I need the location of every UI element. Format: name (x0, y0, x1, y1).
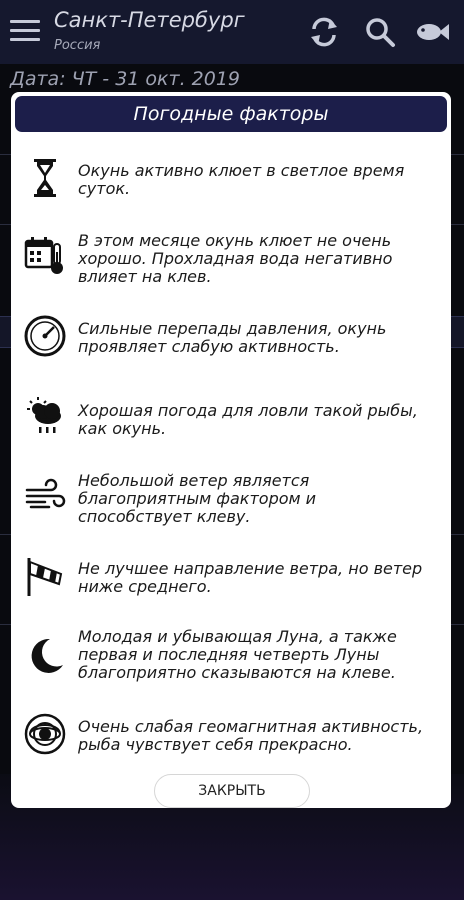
refresh-icon[interactable] (306, 14, 342, 50)
wind-icon (23, 474, 67, 518)
search-icon[interactable] (362, 14, 398, 50)
moon-icon (23, 634, 67, 678)
app-bar (0, 0, 464, 64)
windsock-icon (23, 554, 67, 598)
factor-text: Сильные перепады давления, окунь проявляет слабую активность. (78, 319, 387, 356)
factor-text: В этом месяце окунь клюет не очень хорошо. Прохладная вода негативно влияет на клев. (78, 231, 393, 286)
close-button[interactable]: ЗАКРЫТЬ (154, 774, 310, 808)
dialog-title: Погодные факторы (15, 96, 447, 132)
menu-icon[interactable] (10, 20, 40, 44)
magnetic-field-icon (23, 712, 67, 756)
factor-text: Небольшой ветер является благоприятным фактором и способствует клеву. (78, 471, 317, 526)
factor-text: Молодая и убывающая Луна, а также первая и последняя четверть Луны благоприятно сказываются на клеве. (78, 627, 397, 682)
date-label: Дата: ЧТ - 31 окт. 2019 (10, 68, 241, 90)
fish-icon[interactable] (414, 14, 450, 50)
factor-text: Очень слабая геомагнитная активность, рыба чувствует себя прекрасно. (78, 717, 424, 754)
factor-text: Не лучшее направление ветра, но ветер ниже среднего. (78, 559, 423, 596)
country-name: Россия (54, 38, 101, 53)
factor-text: Хорошая погода для ловли такой рыбы, как окунь. (78, 401, 418, 438)
city-name[interactable]: Санкт-Петербург (54, 8, 245, 32)
hourglass-icon (23, 156, 67, 200)
barometer-icon (23, 314, 67, 358)
factor-text: Окунь активно клюет в светлое время суток. (78, 161, 405, 198)
calendar-thermometer-icon (23, 234, 67, 278)
weather-cloud-icon (23, 394, 67, 438)
weather-factors-dialog (11, 92, 451, 808)
